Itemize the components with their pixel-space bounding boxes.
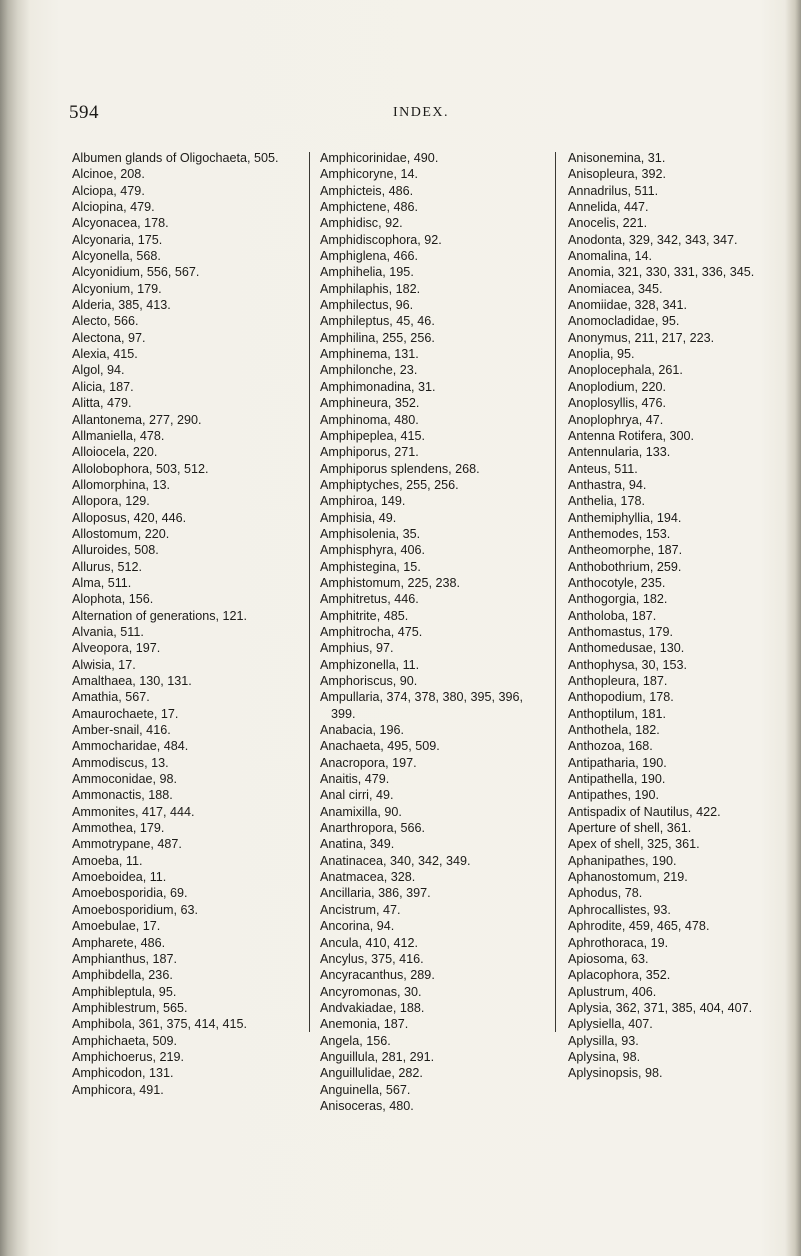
index-entry: Alternation of generations, 121.: [72, 608, 248, 623]
index-entry: Amphibola, 361, 375, 414, 415.: [72, 1017, 248, 1032]
index-entry: Anthothela, 182.: [568, 723, 660, 738]
index-entry: Aplysilla, 93.: [568, 1033, 639, 1048]
index-entry: Amphisia, 49.: [320, 510, 397, 525]
index-entry: Amphistomum, 225, 238.: [320, 575, 461, 590]
index-entry: Alectona, 97.: [72, 330, 146, 345]
index-entry: Anthobothrium, 259.: [568, 559, 682, 574]
index-entry: Anisoceras, 480.: [320, 1098, 414, 1113]
index-entry: Anoplocephala, 261.: [568, 363, 683, 378]
index-entry: Ammonites, 417, 444.: [72, 804, 195, 819]
index-column-1: [72, 150, 297, 1098]
index-entry: Amoebulae, 17.: [72, 919, 161, 934]
index-entry: Ampharete, 486.: [72, 935, 166, 950]
index-entry: Allopora, 129.: [72, 494, 150, 509]
index-entry: Ammocharidae, 484.: [72, 739, 189, 754]
index-entry: Annadrilus, 511.: [568, 183, 659, 198]
index-entry: Antholoba, 187.: [568, 608, 657, 623]
index-entry: Anaitis, 479.: [320, 772, 390, 787]
index-entry: Ammoconidae, 98.: [72, 772, 178, 787]
column-divider: [309, 152, 310, 1032]
index-entry: Alciopa, 479.: [72, 183, 145, 198]
index-entry: Amphoriscus, 90.: [320, 674, 418, 688]
index-entry: Amoeboidea, 11.: [72, 870, 167, 885]
index-entry: Antenna Rotifera, 300.: [568, 428, 695, 443]
index-entry: Allostomum, 220.: [72, 526, 170, 541]
page-number: 594: [69, 102, 99, 123]
index-entry: Allmaniella, 478.: [72, 428, 165, 443]
index-entry: Ancyracanthus, 289.: [320, 968, 435, 983]
index-entry: Alloposus, 420, 446.: [72, 510, 187, 525]
index-entry: Anisonemina, 31.: [568, 151, 666, 165]
running-title: INDEX.: [393, 105, 450, 120]
index-entry: Anonymus, 211, 217, 223.: [568, 330, 715, 345]
index-entry: Anomiidae, 328, 341.: [568, 298, 688, 313]
index-entry: Amphicteis, 486.: [320, 183, 414, 198]
index-entry: Anguillula, 281, 291.: [320, 1049, 435, 1064]
index-entry: Anthozoa, 168.: [568, 739, 653, 754]
index-entry: Anemonia, 187.: [320, 1017, 409, 1032]
index-entry: Amphichaeta, 509.: [72, 1033, 178, 1048]
index-entry: Anthophysa, 30, 153.: [568, 657, 688, 672]
index-entry: Aplysina, 98.: [568, 1049, 641, 1064]
index-entry: Aphrocallistes, 93.: [568, 902, 671, 917]
index-entry: Antipatharia, 190.: [568, 755, 667, 770]
index-entry: Anoplophrya, 47.: [568, 412, 664, 427]
index-entry: Antennularia, 133.: [568, 445, 671, 460]
index-entry: Alloiocela, 220.: [72, 445, 158, 460]
index-entry: Aphanostomum, 219.: [568, 870, 688, 885]
index-entry: Anatina, 349.: [320, 837, 395, 852]
index-entry: Amoeba, 11.: [72, 853, 143, 868]
index-entry: Anodonta, 329, 342, 343, 347.: [568, 232, 738, 247]
index-entry: Andvakiadae, 188.: [320, 1000, 425, 1015]
index-entry: Aphrothoraca, 19.: [568, 935, 669, 950]
index-entry: Anamixilla, 90.: [320, 804, 402, 819]
index-entry: Alvania, 511.: [72, 624, 144, 639]
index-entry: Anthocotyle, 235.: [568, 575, 666, 590]
index-entry: Amphisphyra, 406.: [320, 543, 426, 558]
index-entry: Allantonema, 277, 290.: [72, 412, 202, 427]
page-binding-shadow: [0, 0, 30, 1256]
index-entry: Anguillulidae, 282.: [320, 1066, 423, 1081]
index-entry: Anthelia, 178.: [568, 494, 646, 509]
index-entry: Aplysiella, 407.: [568, 1017, 653, 1032]
index-entry: Alderia, 385, 413.: [72, 298, 171, 313]
index-entry: Anacropora, 197.: [320, 755, 417, 770]
index-column-3: [568, 150, 793, 1082]
index-entry: Anomocladidae, 95.: [568, 314, 680, 329]
index-entry: Amathia, 567.: [72, 690, 150, 705]
index-entry: Amphihelia, 195.: [320, 265, 414, 280]
index-entry: Amphitretus, 446.: [320, 592, 419, 607]
index-entry: Aphrodite, 459, 465, 478.: [568, 919, 710, 934]
index-entry: Aphodus, 78.: [568, 886, 643, 901]
index-entry: Alecto, 566.: [72, 314, 139, 329]
index-entry: Allurus, 512.: [72, 559, 143, 574]
index-entry: Aplacophora, 352.: [568, 968, 671, 983]
index-entry: Amphilaphis, 182.: [320, 281, 421, 296]
index-entry: Alcyonaria, 175.: [72, 232, 163, 247]
index-entry: Antipathella, 190.: [568, 772, 666, 787]
index-entry: Ammothea, 179.: [72, 821, 165, 836]
index-entry: Ancorina, 94.: [320, 919, 395, 934]
index-entry: Ammodiscus, 13.: [72, 755, 169, 770]
index-entry: Alcyonella, 568.: [72, 249, 161, 264]
index-entry: Ancistrum, 47.: [320, 902, 401, 917]
index-entry: Anatmacea, 328.: [320, 870, 416, 885]
index-entry: Anoplodium, 220.: [568, 379, 667, 394]
index-entry: Angela, 156.: [320, 1033, 391, 1048]
index-entry: Albumen glands of Oligochaeta, 505.: [72, 151, 279, 165]
index-entry: Amber-snail, 416.: [72, 723, 171, 738]
index-entry: Anthopleura, 187.: [568, 674, 668, 688]
index-entry: Alcinoe, 208.: [72, 167, 145, 182]
index-entry: Algol, 94.: [72, 363, 125, 378]
index-entry: Anal cirri, 49.: [320, 788, 394, 803]
index-entry: Amphictene, 486.: [320, 200, 419, 215]
index-entry: Alveopora, 197.: [72, 641, 161, 656]
index-entry: Anarthropora, 566.: [320, 821, 426, 836]
index-entry: Amphilectus, 96.: [320, 298, 414, 313]
index-entry: Ammonactis, 188.: [72, 788, 173, 803]
index-entry: Amphiporus splendens, 268.: [320, 461, 480, 476]
index-entry: Amphimonadina, 31.: [320, 379, 436, 394]
index-entry: Allolobophora, 503, 512.: [72, 461, 209, 476]
index-entry: Anoplosyllis, 476.: [568, 396, 667, 411]
index-entry: Amphicoryne, 14.: [320, 167, 419, 182]
index-entry: Anthoptilum, 181.: [568, 706, 667, 721]
index-entry: Anguinella, 567.: [320, 1082, 411, 1097]
index-entry: Anabacia, 196.: [320, 723, 405, 738]
index-entry: Ancyromonas, 30.: [320, 984, 422, 999]
index-entry: Amphilonche, 23.: [320, 363, 418, 378]
index-entry: Amphipeplea, 415.: [320, 428, 426, 443]
index-entry: Amphiblestrum, 565.: [72, 1000, 188, 1015]
index-entry: Alophota, 156.: [72, 592, 154, 607]
index-entry: Amphisolenia, 35.: [320, 526, 421, 541]
index-entry: Alcyonacea, 178.: [72, 216, 169, 231]
index-entry: Ancillaria, 386, 397.: [320, 886, 431, 901]
index-entry: Anteus, 511.: [568, 461, 638, 476]
column-divider: [555, 152, 556, 1032]
index-entry: Amphibleptula, 95.: [72, 984, 177, 999]
index-entry: Alcyonium, 179.: [72, 281, 162, 296]
index-entry: Anthogorgia, 182.: [568, 592, 668, 607]
index-entry: Anomalina, 14.: [568, 249, 653, 264]
index-entry: Anatinacea, 340, 342, 349.: [320, 853, 471, 868]
index-entry: Alcyonidium, 556, 567.: [72, 265, 200, 280]
index-entry: Amphianthus, 187.: [72, 951, 178, 966]
index-entry: Amphiptyches, 255, 256.: [320, 477, 459, 492]
index-entry: Amphidisc, 92.: [320, 216, 403, 231]
index-entry: Anachaeta, 495, 509.: [320, 739, 440, 754]
index-entry: Ammotrypane, 487.: [72, 837, 182, 852]
index-column-2: [320, 150, 545, 1114]
index-entry: Alicia, 187.: [72, 379, 134, 394]
index-entry: Amphichoerus, 219.: [72, 1049, 185, 1064]
index-entry: Amoebosporidium, 63.: [72, 902, 199, 917]
index-entry: Amphitrocha, 475.: [320, 624, 423, 639]
index-entry: Amphius, 97.: [320, 641, 394, 656]
index-entry: Alciopina, 479.: [72, 200, 155, 215]
index-entry: Amphilina, 255, 256.: [320, 330, 435, 345]
index-entry: Ampullaria, 374, 378, 380, 395, 396, 399.: [320, 690, 524, 721]
index-entry: Annelida, 447.: [568, 200, 649, 215]
index-entry: Anthomastus, 179.: [568, 624, 674, 639]
index-entry: Amphizonella, 11.: [320, 657, 420, 672]
index-entry: Anocelis, 221.: [568, 216, 648, 231]
index-entry: Alluroides, 508.: [72, 543, 159, 558]
index-entry: Amphiporus, 271.: [320, 445, 419, 460]
index-entry: Ancula, 410, 412.: [320, 935, 419, 950]
index-entry: Amphiroa, 149.: [320, 494, 406, 509]
index-entry: Anthastra, 94.: [568, 477, 647, 492]
index-entry: Alma, 511.: [72, 575, 132, 590]
index-entry: Anisopleura, 392.: [568, 167, 667, 182]
index-entry: Amphileptus, 45, 46.: [320, 314, 435, 329]
index-entry: Anthemiphyllia, 194.: [568, 510, 682, 525]
index-entry: Amphibdella, 236.: [72, 968, 173, 983]
index-entry: Anomia, 321, 330, 331, 336, 345.: [568, 265, 755, 280]
index-entry: Amphicorinidae, 490.: [320, 151, 439, 165]
index-entry: Aphanipathes, 190.: [568, 853, 677, 868]
index-entry: Anthomedusae, 130.: [568, 641, 685, 656]
index-entry: Alwisia, 17.: [72, 657, 136, 672]
index-entry: Amphineura, 352.: [320, 396, 420, 411]
index-entry: Anthemodes, 153.: [568, 526, 671, 541]
index-entry: Apiosoma, 63.: [568, 951, 649, 966]
index-entry: Allomorphina, 13.: [72, 477, 171, 492]
index-entry: Amphidiscophora, 92.: [320, 232, 442, 247]
index-entry: Amphiglena, 466.: [320, 249, 419, 264]
index-entry: Amphicodon, 131.: [72, 1066, 174, 1081]
index-entry: Amalthaea, 130, 131.: [72, 674, 192, 688]
index-entry: Amphitrite, 485.: [320, 608, 409, 623]
index-entry: Aplustrum, 406.: [568, 984, 657, 999]
index-entry: Apex of shell, 325, 361.: [568, 837, 700, 852]
index-entry: Amphistegina, 15.: [320, 559, 421, 574]
index-entry: Amphinema, 131.: [320, 347, 419, 362]
index-entry: Aplysia, 362, 371, 385, 404, 407.: [568, 1000, 753, 1015]
index-entry: Anomiacea, 345.: [568, 281, 663, 296]
index-entry: Alitta, 479.: [72, 396, 132, 411]
index-entry: Anoplia, 95.: [568, 347, 635, 362]
index-entry: Antheomorphe, 187.: [568, 543, 683, 558]
index-entry: Ancylus, 375, 416.: [320, 951, 424, 966]
index-entry: Anthopodium, 178.: [568, 690, 674, 705]
index-entry: Antipathes, 190.: [568, 788, 660, 803]
index-entry: Amphicora, 491.: [72, 1082, 164, 1097]
index-entry: Alexia, 415.: [72, 347, 138, 362]
index-entry: Amaurochaete, 17.: [72, 706, 179, 721]
index-entry: Antispadix of Nautilus, 422.: [568, 804, 721, 819]
index-entry: Aperture of shell, 361.: [568, 821, 692, 836]
index-entry: Aplysinopsis, 98.: [568, 1066, 663, 1081]
index-entry: Amoebosporidia, 69.: [72, 886, 188, 901]
index-entry: Amphinoma, 480.: [320, 412, 419, 427]
